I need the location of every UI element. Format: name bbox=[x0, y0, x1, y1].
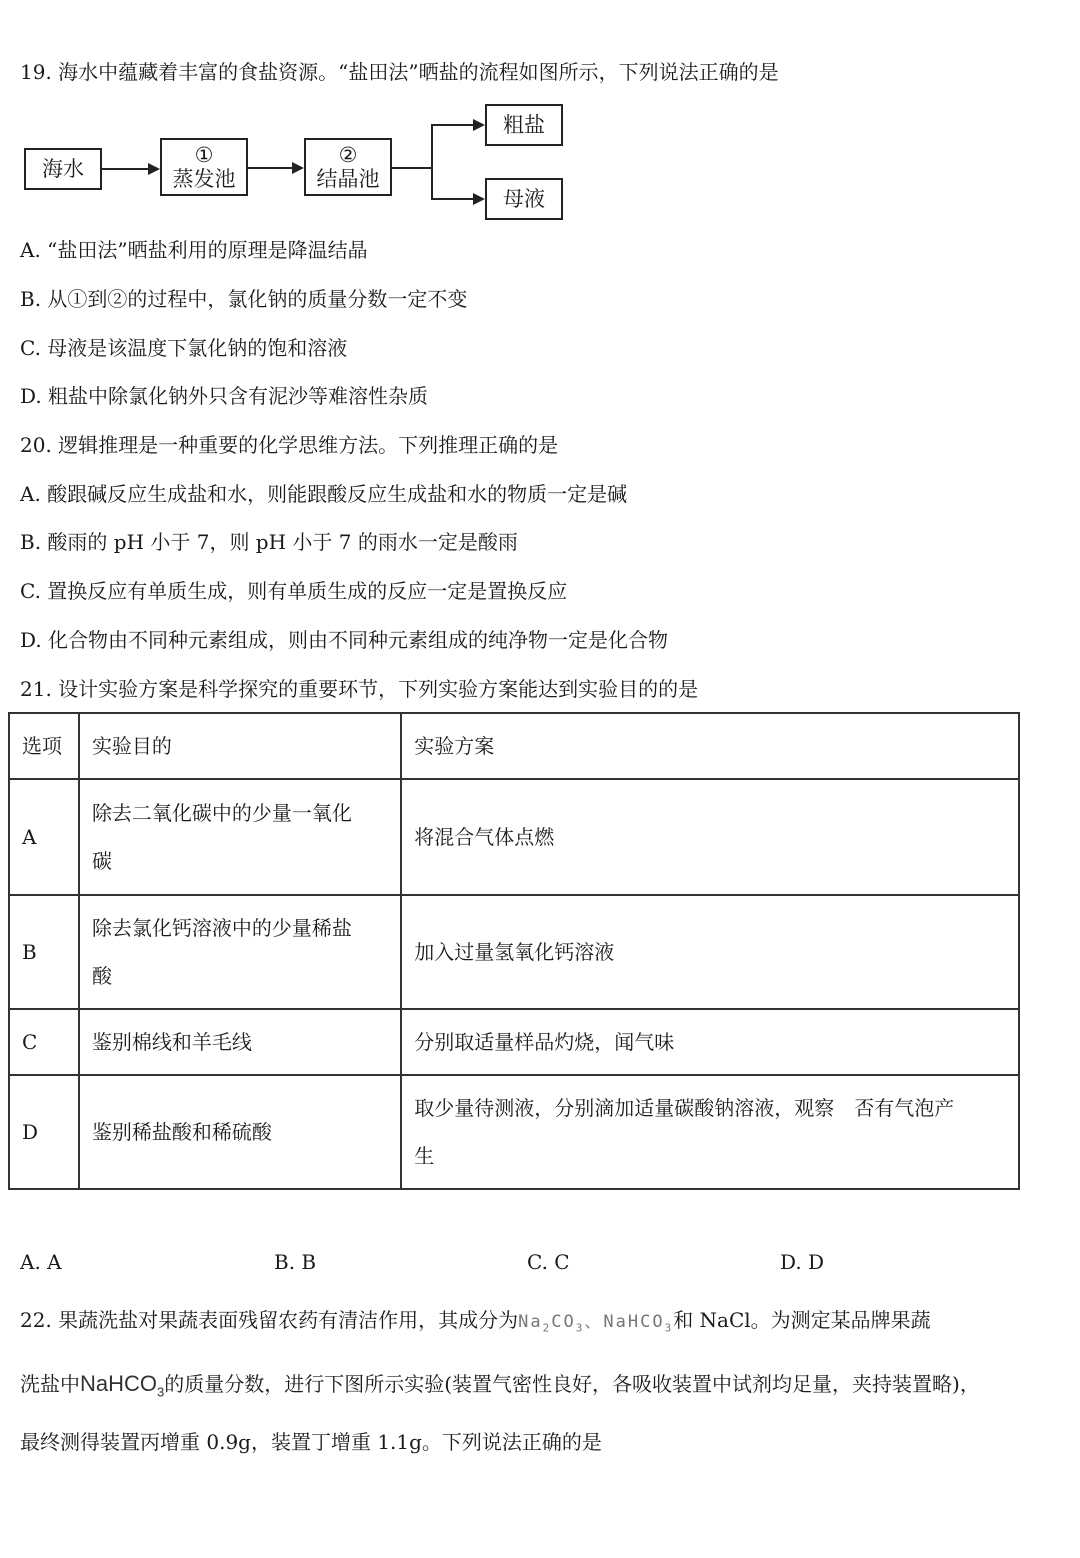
flow-step2-num: ② bbox=[338, 143, 358, 167]
flow-branch-bottom bbox=[431, 198, 473, 200]
flow-branch-vertical bbox=[431, 124, 433, 200]
flow-step2-label: 结晶池 bbox=[316, 167, 380, 191]
flow-arrow-2 bbox=[248, 167, 292, 169]
formula-nahco3-main: NaHCO bbox=[80, 1371, 158, 1396]
q20-option-b: B. 酸雨的 pH 小于 7，则 pH 小于 7 的雨水一定是酸雨 bbox=[20, 530, 518, 554]
answer-choice-d: D. D bbox=[780, 1250, 825, 1274]
goal-line-2: 碳 bbox=[91, 849, 112, 873]
goal-line-2: 酸 bbox=[91, 964, 112, 988]
flow-box-crystallization bbox=[304, 138, 392, 196]
q19-option-c: C. 母液是该温度下氯化钠的饱和溶液 bbox=[20, 336, 348, 360]
flow-box-crude-salt bbox=[485, 104, 563, 146]
flow-branch-top bbox=[431, 124, 473, 126]
q19-option-d: D. 粗盐中除氯化钠外只含有泥沙等难溶性杂质 bbox=[20, 384, 429, 408]
flow-step1-num: ① bbox=[194, 143, 214, 167]
flow-seawater-label: 海水 bbox=[42, 157, 84, 181]
q19-option-b: B. 从①到②的过程中，氯化钠的质量分数一定不变 bbox=[20, 287, 468, 311]
flow-out1-label: 粗盐 bbox=[503, 113, 545, 137]
table-cell-goal bbox=[79, 895, 401, 1009]
q22-line2-b: 的质量分数，进行下图所示实验(装置气密性良好，各吸收装置中试剂均足量，夹持装置略)， bbox=[164, 1372, 980, 1396]
q22-stem-line-2 bbox=[20, 1369, 1060, 1407]
table-cell-plan: 加入过量氢氧化钙溶液 bbox=[401, 895, 1019, 1009]
table-cell-goal bbox=[79, 779, 401, 895]
q19-stem: 19. 海水中蕴藏着丰富的食盐资源。“盐田法”晒盐的流程如图所示，下列说法正确的是 bbox=[20, 60, 779, 84]
table-cell-option: D bbox=[9, 1075, 79, 1189]
formula-na2co3-main: Na bbox=[518, 1312, 543, 1332]
flow-box-evaporation bbox=[160, 138, 248, 196]
table-row bbox=[9, 779, 1019, 895]
q20-option-c: C. 置换反应有单质生成，则有单质生成的反应一定是置换反应 bbox=[20, 579, 568, 603]
q22-line1-b: 和 NaCl。为测定某品牌果蔬 bbox=[673, 1308, 931, 1332]
plan-line-1: 取少量待测液，分别滴加适量碳酸钠溶液，观察 否有气泡产 bbox=[414, 1096, 955, 1120]
q19-option-a: A. “盐田法”晒盐利用的原理是降温结晶 bbox=[20, 238, 368, 262]
table-cell-plan: 分别取适量样品灼烧，闻气味 bbox=[401, 1009, 1019, 1075]
goal-line-1: 除去二氧化碳中的少量一氧化 bbox=[91, 801, 352, 825]
table-cell-plan: 将混合气体点燃 bbox=[401, 779, 1019, 895]
flow-box-seawater bbox=[24, 148, 102, 190]
table-header-option: 选项 bbox=[9, 713, 79, 779]
flow-arrowhead-bottom bbox=[473, 193, 485, 205]
flow-box-mother-liquor bbox=[485, 178, 563, 220]
answer-choice-a: A. A bbox=[20, 1250, 62, 1274]
flow-arrowhead-2 bbox=[292, 162, 304, 174]
q22-stem-line-1 bbox=[20, 1305, 1060, 1343]
table-header-plan: 实验方案 bbox=[401, 713, 1019, 779]
table-header-row bbox=[9, 713, 1019, 779]
flow-arrowhead-1 bbox=[148, 163, 160, 175]
goal-line-1: 除去氯化钙溶液中的少量稀盐 bbox=[91, 916, 352, 940]
formula-na2co3-tail: CO bbox=[551, 1312, 576, 1332]
formula-nahco3-sub: 3 bbox=[157, 1384, 165, 1400]
q22-stem-line-3: 最终测得装置丙增重 0.9g，装置丁增重 1.1g。下列说法正确的是 bbox=[20, 1430, 602, 1454]
table-cell-goal: 鉴别稀盐酸和稀硫酸 bbox=[79, 1075, 401, 1189]
experiment-table bbox=[8, 712, 1020, 1190]
answer-choice-b: B. B bbox=[274, 1250, 317, 1274]
q21-stem: 21. 设计实验方案是科学探究的重要环节，下列实验方案能达到实验目的的是 bbox=[20, 677, 699, 701]
table-cell-option: A bbox=[9, 779, 79, 895]
flow-step1-label: 蒸发池 bbox=[172, 167, 236, 191]
flow-arrow-1 bbox=[102, 168, 148, 170]
q22-line2-a: 洗盐中 bbox=[20, 1372, 80, 1396]
flow-out2-label: 母液 bbox=[503, 187, 545, 211]
formula-nahco3 bbox=[80, 1371, 165, 1400]
flow-arrow-3 bbox=[392, 167, 432, 169]
table-cell-option: C bbox=[9, 1009, 79, 1075]
q21-answer-choices bbox=[20, 1248, 1060, 1278]
table-row bbox=[9, 895, 1019, 1009]
q20-option-d: D. 化合物由不同种元素组成，则由不同种元素组成的纯净物一定是化合物 bbox=[20, 628, 669, 652]
formula-na2co3-sub2: 3 bbox=[575, 1321, 585, 1335]
formula-na2co3 bbox=[518, 1312, 585, 1335]
table-cell-option: B bbox=[9, 895, 79, 1009]
table-row bbox=[9, 1009, 1019, 1075]
formula-na2co3-sub: 2 bbox=[542, 1321, 552, 1335]
flow-arrowhead-top bbox=[473, 119, 485, 131]
formula-nahco3-light-sub: 3 bbox=[664, 1321, 674, 1335]
q20-stem: 20. 逻辑推理是一种重要的化学思维方法。下列推理正确的是 bbox=[20, 433, 559, 457]
answer-choice-c: C. C bbox=[527, 1250, 570, 1274]
table-row bbox=[9, 1075, 1019, 1189]
formula-separator: 、 bbox=[584, 1312, 604, 1332]
table-cell-goal: 鉴别棉线和羊毛线 bbox=[79, 1009, 401, 1075]
plan-line-2: 生 bbox=[414, 1144, 435, 1168]
formula-nahco3-light bbox=[603, 1312, 674, 1335]
formula-nahco3-light-main: NaHCO bbox=[603, 1312, 665, 1332]
table-cell-plan bbox=[401, 1075, 1019, 1189]
q19-flowchart bbox=[0, 100, 600, 225]
table-header-goal: 实验目的 bbox=[79, 713, 401, 779]
q22-line1-a: 22. 果蔬洗盐对果蔬表面残留农药有清洁作用，其成分为 bbox=[20, 1308, 519, 1332]
q20-option-a: A. 酸跟碱反应生成盐和水，则能跟酸反应生成盐和水的物质一定是碱 bbox=[20, 482, 628, 506]
